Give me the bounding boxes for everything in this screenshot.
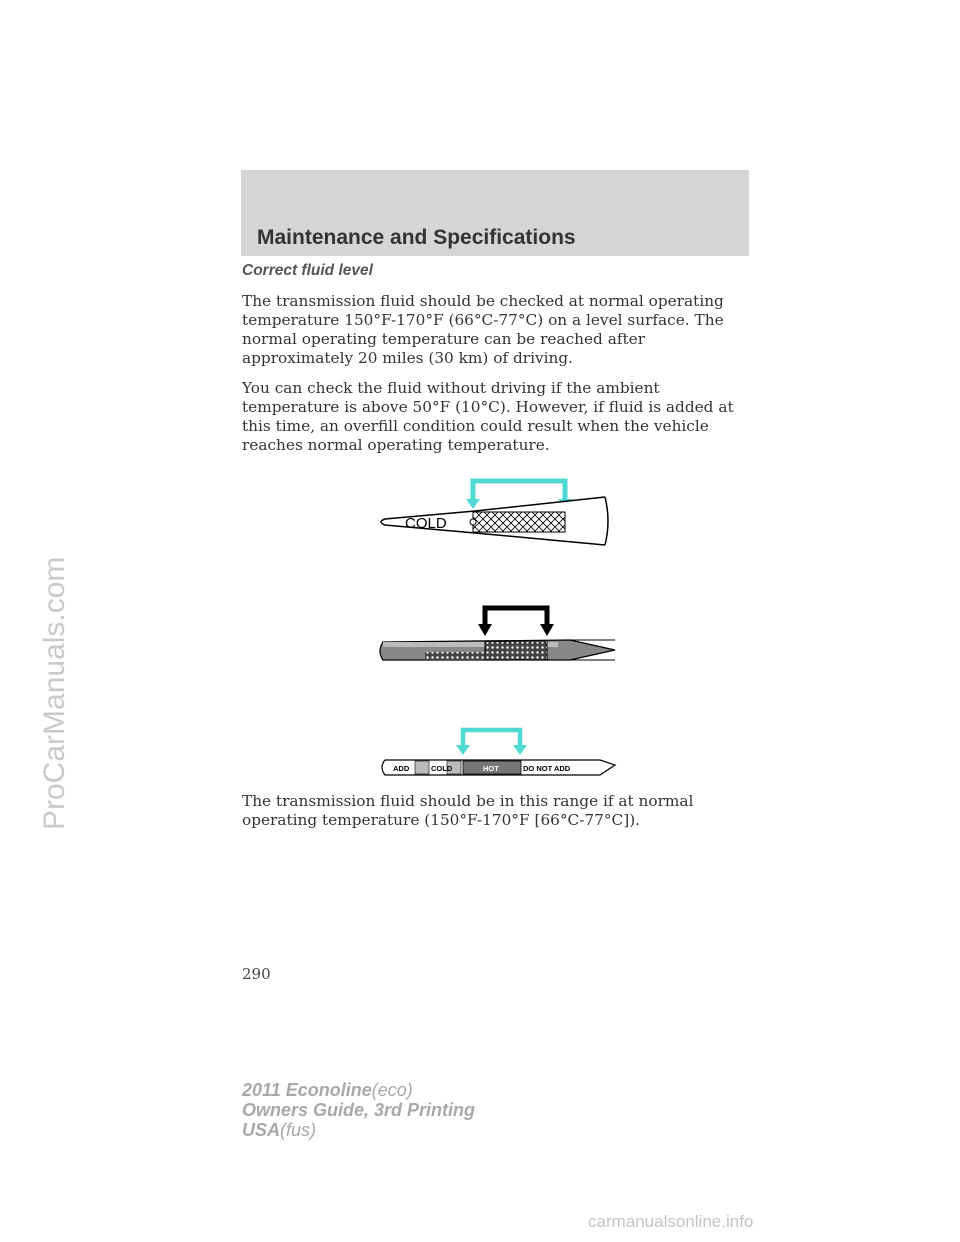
footer-edition: Owners Guide, 3rd Printing	[242, 1100, 476, 1120]
subhead: Correct fluid level	[242, 262, 373, 279]
side-watermark-text: ProCarManuals.com	[38, 556, 71, 830]
side-watermark	[0, 0, 71, 1242]
section-header	[241, 170, 749, 256]
range-bracket-cyan	[456, 730, 527, 755]
paragraph-1: The transmission fluid should be checked at normal operating temperature 150°F-170°F (66°C-77°C) on a level surface. The normal operating temperature can be reached after approximately 20 miles (30 km) of driving.	[242, 292, 724, 367]
paragraph-2: You can check the fluid without driving if the ambient temperature is above 50°F (10°C). However, if fluid is added at this time, an overfill condition could result when the vehicle reaches normal operating temperature.	[242, 379, 734, 454]
site-watermark: carmanualsonline.info	[588, 1212, 754, 1231]
dipstick-cold-figure	[375, 475, 620, 550]
dipstick-hot-figure	[375, 600, 620, 670]
footer-model-code: (eco)	[371, 1080, 413, 1100]
label-add: ADD	[393, 764, 410, 773]
dipstick-cold-label: COLD	[405, 515, 447, 532]
section-title: Maintenance and Specifications	[257, 226, 576, 249]
footer-region: USA	[242, 1120, 281, 1140]
figure-caption: The transmission fluid should be in this range if at normal operating temperature (150°F-170°F [66°C-77°C]).	[242, 792, 694, 829]
range-bracket-black	[478, 608, 554, 636]
footer-region-code: (fus)	[280, 1120, 317, 1140]
page-number: 290	[242, 965, 271, 983]
dipstick-labeled-figure	[375, 725, 620, 780]
footer-model: 2011 Econoline	[242, 1080, 372, 1100]
footer	[242, 1080, 475, 1140]
label-cold: COLD	[431, 764, 453, 773]
content	[242, 262, 742, 466]
label-hot: HOT	[483, 764, 499, 773]
hot-range-crosshatch	[473, 512, 565, 532]
label-do-not-add: DO NOT ADD	[523, 764, 571, 773]
